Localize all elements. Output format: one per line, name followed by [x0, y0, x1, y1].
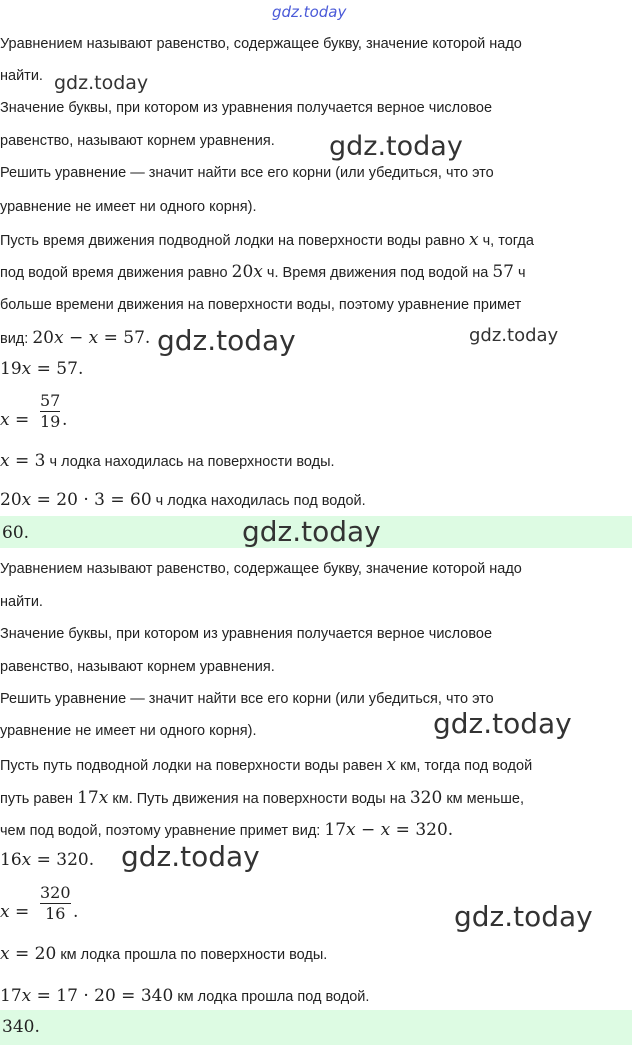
- text-fragment: под водой время движения равно: [0, 265, 228, 281]
- watermark: gdz.today: [433, 707, 572, 740]
- solution-line: Пусть путь подводной лодки на поверхности воды равен x км, тогда под водой: [0, 755, 533, 775]
- watermark: gdz.today: [329, 131, 463, 162]
- answer-value: 340.: [2, 1017, 40, 1037]
- math-value: 16: [0, 850, 22, 870]
- watermark: gdz.today: [454, 900, 593, 933]
- watermark: gdz.today: [121, 840, 260, 873]
- result-line: 20x = 20 · 3 = 60 ч лодка находилась под водой.: [0, 490, 366, 510]
- math-value: 20: [0, 490, 22, 510]
- watermark: gdz.today: [469, 325, 559, 346]
- math-value: 17 · 20 = 340: [56, 986, 174, 1006]
- definition-line: уравнение не имеет ни одного корня).: [0, 723, 257, 739]
- fraction-numerator: 57: [40, 391, 61, 410]
- text-fragment: ч, тогда: [482, 233, 534, 249]
- definition-line: Уравнением называют равенство, содержащее букву, значение которой надо: [0, 561, 522, 577]
- solution-line: путь равен 17x км. Путь движения на поверхности воды на 320 км меньше,: [0, 788, 524, 808]
- definition-line: найти.: [0, 68, 43, 84]
- math-value: 57: [123, 328, 145, 348]
- math-value: 3: [34, 451, 46, 471]
- equation-line: чем под водой, поэтому уравнение примет вид: 17x − x = 320.: [0, 820, 454, 840]
- solution-line: Пусть время движения подводной лодки на поверхности воды равно x ч, тогда: [0, 230, 534, 250]
- definition-line: уравнение не имеет ни одного корня).: [0, 199, 257, 215]
- watermark: gdz.today: [157, 324, 296, 357]
- equation-line: 16x = 320.: [0, 850, 95, 870]
- answer-value: 60.: [2, 523, 30, 543]
- math-value: 57: [492, 262, 514, 282]
- fraction-denominator: 19: [40, 412, 61, 431]
- definition-line: Значение буквы, при котором из уравнения получается верное числовое: [0, 100, 493, 116]
- result-line: 17x = 17 · 20 = 340 км лодка прошла под водой.: [0, 986, 370, 1006]
- definition-line: Решить уравнение — значит найти все его корни (или убедиться, что это: [0, 165, 494, 181]
- math-value: 320: [415, 820, 448, 840]
- definition-line: Решить уравнение — значит найти все его корни (или убедиться, что это: [0, 691, 494, 707]
- answer-box: [0, 1010, 632, 1045]
- solution-line: больше времени движения на поверхности воды, поэтому уравнение примет: [0, 297, 522, 313]
- math-value: 57: [56, 359, 78, 379]
- definition-line: Значение буквы, при котором из уравнения получается верное числовое: [0, 626, 493, 642]
- watermark: gdz.today: [54, 72, 149, 94]
- math-value: 19: [0, 359, 22, 379]
- watermark-top: gdz.today: [272, 3, 347, 21]
- equation-line: вид: 20x − x = 57.: [0, 328, 151, 348]
- math-value: 17: [0, 986, 22, 1006]
- text-fragment: км меньше,: [446, 791, 524, 807]
- text-fragment: км. Путь движения на поверхности воды на: [112, 791, 406, 807]
- math-value: 320: [56, 850, 89, 870]
- text-fragment: путь равен: [0, 791, 74, 807]
- text-fragment: Пусть путь подводной лодки на поверхности воды равен: [0, 758, 383, 774]
- definition-line: найти.: [0, 594, 43, 610]
- text-fragment: км, тогда под водой: [400, 758, 533, 774]
- text-fragment: ч лодка находилась под водой.: [155, 493, 366, 509]
- equation-line: 19x = 57.: [0, 359, 84, 379]
- fraction-denominator: 16: [45, 904, 66, 923]
- text-fragment: чем под водой, поэтому уравнение примет вид:: [0, 823, 321, 839]
- text-fragment: ч: [518, 265, 526, 281]
- fraction-numerator: 320: [40, 883, 71, 902]
- definition-line: Уравнением называют равенство, содержащее букву, значение которой надо: [0, 36, 522, 52]
- text-fragment: км лодка прошла по поверхности воды.: [60, 947, 328, 963]
- text-fragment: ч. Время движения под водой на: [266, 265, 489, 281]
- result-line: x = 3 ч лодка находилась на поверхности воды.: [0, 451, 335, 471]
- text-fragment: вид:: [0, 331, 29, 347]
- definition-line: равенство, называют корнем уравнения.: [0, 133, 275, 149]
- math-value: 20 · 3 = 60: [56, 490, 152, 510]
- text-fragment: Пусть время движения подводной лодки на поверхности воды равно: [0, 233, 465, 249]
- result-line: x = 20 км лодка прошла по поверхности воды.: [0, 944, 328, 964]
- math-value: 20: [34, 944, 57, 964]
- text-fragment: км лодка прошла под водой.: [177, 989, 370, 1005]
- solution-line: под водой время движения равно 20x ч. Время движения под водой на 57 ч: [0, 262, 526, 282]
- math-value: 320: [409, 788, 443, 808]
- text-fragment: ч лодка находилась на поверхности воды.: [49, 454, 335, 470]
- watermark: gdz.today: [242, 515, 381, 548]
- definition-line: равенство, называют корнем уравнения.: [0, 659, 275, 675]
